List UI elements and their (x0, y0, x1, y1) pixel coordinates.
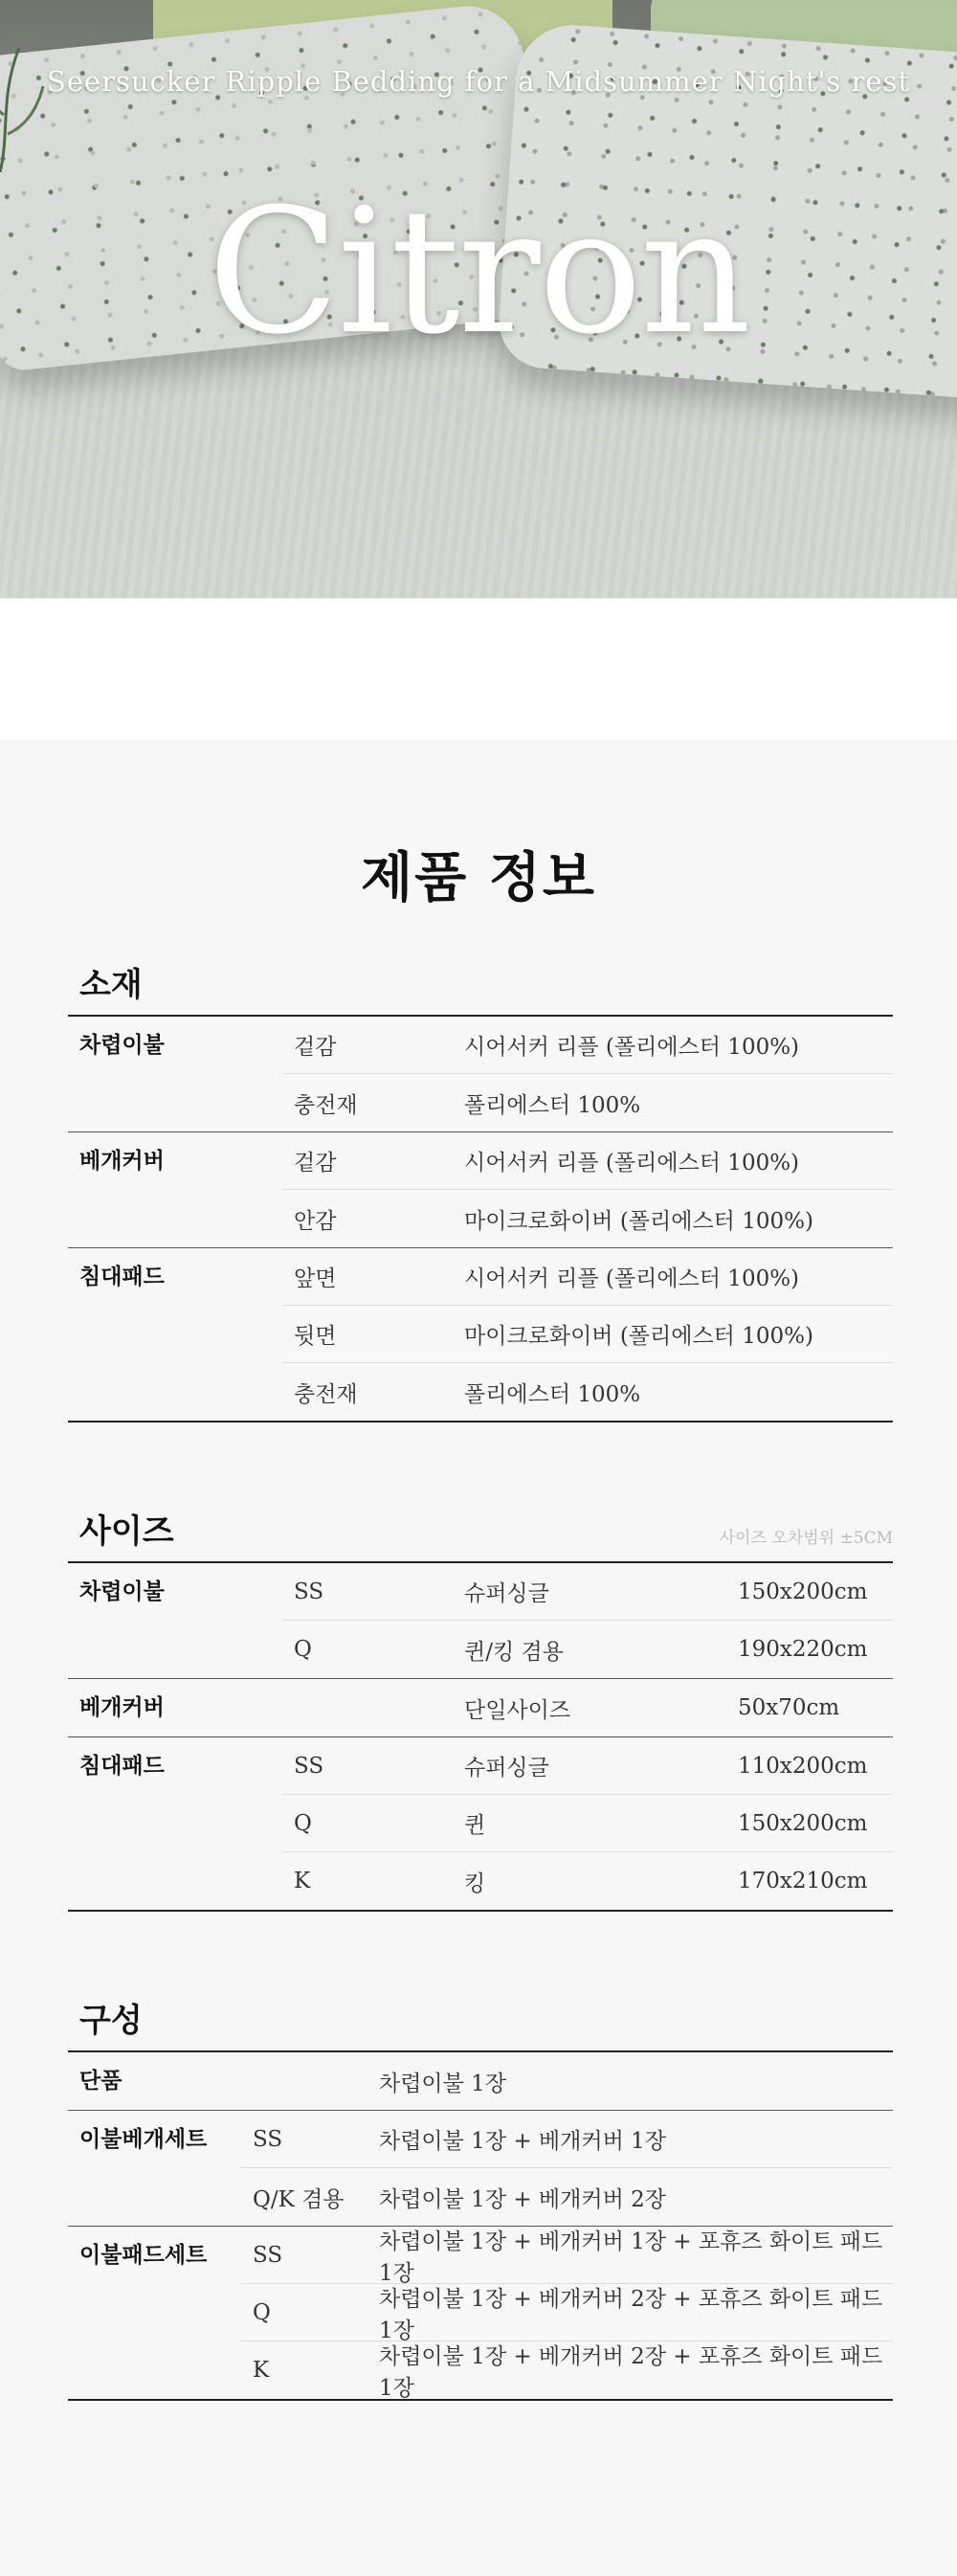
part-cell: 뒷면 (294, 1324, 337, 1349)
group-label: 베개커버 (79, 1694, 165, 1720)
composition-table (68, 2052, 893, 2401)
value-cell: 폴리에스터 100% (464, 1092, 641, 1118)
size-name-cell: 슈퍼싱글 (464, 1581, 549, 1606)
table-group (68, 1737, 893, 1910)
size-code-cell: Q (294, 1637, 312, 1662)
section-header (68, 1505, 893, 1563)
size-table (68, 1563, 893, 1912)
size-name-cell: 퀸/킹 겸용 (464, 1639, 564, 1665)
material-section (68, 958, 893, 1422)
table-row (241, 2052, 893, 2110)
value-cell: 폴리에스터 100% (464, 1381, 641, 1407)
section-title: 구성 (79, 2002, 143, 2040)
table-row (241, 2168, 893, 2226)
set-content-cell: 차렵이불 1장 (379, 2071, 507, 2096)
table-row (241, 2111, 893, 2168)
set-content-cell: 차렵이불 1장 + 베개커버 2장 (379, 2186, 666, 2212)
dimension-cell: 170x210cm (738, 1869, 868, 1893)
size-code-cell: SS (294, 1579, 324, 1604)
set-content-cell: 차렵이불 1장 + 베개커버 2장 + 포휴즈 화이트 패드 1장 (379, 2286, 883, 2343)
table-group (68, 2052, 893, 2111)
brand-title: Citron (208, 172, 749, 372)
dimension-cell: 190x220cm (738, 1637, 868, 1662)
set-code-cell: SS (253, 2126, 283, 2152)
table-row (282, 1306, 893, 1363)
set-code-cell: Q (253, 2299, 271, 2325)
set-content-cell: 차렵이불 1장 + 베개커버 1장 + 포휴즈 화이트 패드 1장 (379, 2229, 883, 2286)
group-label: 침대패드 (79, 1753, 165, 1779)
table-group (68, 2111, 893, 2227)
group-label: 이불베개세트 (79, 2126, 208, 2152)
dimension-cell: 50x70cm (738, 1695, 840, 1720)
table-group (68, 1679, 893, 1737)
table-row (282, 1621, 893, 1678)
plant-icon (0, 38, 48, 172)
group-label: 침대패드 (79, 1264, 165, 1289)
size-section (68, 1505, 893, 1912)
size-code-cell: SS (294, 1753, 324, 1779)
table-group (68, 1017, 893, 1132)
group-label: 단품 (79, 2068, 122, 2094)
value-cell: 마이크로화이버 (폴리에스터 100%) (464, 1324, 813, 1349)
table-row (282, 1074, 893, 1131)
section-title: 사이즈 (79, 1512, 174, 1551)
table-row (282, 1563, 893, 1621)
table-group (68, 1248, 893, 1421)
hero-tagline: Seersucker Ripple Bedding for a Midsummer Night's rest (46, 65, 911, 98)
composition-section (68, 1994, 893, 2401)
part-cell: 안감 (294, 1208, 337, 1234)
size-name-cell: 킹 (464, 1870, 486, 1896)
spacer (0, 598, 957, 740)
set-code-cell: SS (253, 2242, 283, 2268)
table-row (282, 1852, 893, 1910)
table-row (282, 1190, 893, 1247)
set-code-cell: Q/K 겸용 (253, 2186, 345, 2212)
part-cell: 겉감 (294, 1035, 337, 1060)
table-row (241, 2284, 893, 2341)
group-label: 이불패드세트 (79, 2242, 208, 2268)
size-name-cell: 퀸 (464, 1813, 486, 1838)
hero-banner (0, 0, 957, 598)
dimension-cell: 150x200cm (738, 1810, 868, 1836)
group-label: 차렵이불 (79, 1579, 165, 1604)
set-code-cell: K (253, 2358, 270, 2383)
dimension-cell: 110x200cm (738, 1753, 868, 1779)
table-row (241, 2341, 893, 2399)
table-row (282, 1737, 893, 1795)
size-name-cell: 슈퍼싱글 (464, 1756, 549, 1781)
table-group (68, 1132, 893, 1248)
value-cell: 시어서커 리플 (폴리에스터 100%) (464, 1151, 800, 1176)
group-label: 베개커버 (79, 1148, 165, 1174)
section-title: 소재 (79, 966, 143, 1004)
part-cell: 충전재 (294, 1092, 358, 1118)
table-row (282, 1017, 893, 1074)
size-name-cell: 단일사이즈 (464, 1697, 571, 1723)
size-code-cell: Q (294, 1810, 312, 1836)
table-row (282, 1132, 893, 1190)
part-cell: 충전재 (294, 1381, 358, 1407)
page-title: 제품 정보 (361, 846, 596, 909)
set-content-cell: 차렵이불 1장 + 베개커버 2장 + 포휴즈 화이트 패드 1장 (379, 2344, 883, 2401)
table-group (68, 2227, 893, 2399)
table-row (282, 1363, 893, 1421)
table-row (282, 1795, 893, 1852)
part-cell: 겉감 (294, 1151, 337, 1176)
set-content-cell: 차렵이불 1장 + 베개커버 1장 (379, 2129, 666, 2154)
size-code-cell: K (294, 1869, 311, 1893)
material-table (68, 1017, 893, 1422)
table-row (282, 1248, 893, 1306)
value-cell: 시어서커 리플 (폴리에스터 100%) (464, 1266, 800, 1291)
section-header (68, 958, 893, 1017)
size-tolerance-note: 사이즈 오차범위 ±5CM (719, 1529, 893, 1548)
table-group (68, 1563, 893, 1679)
table-row (241, 2227, 893, 2284)
value-cell: 마이크로화이버 (폴리에스터 100%) (464, 1208, 813, 1234)
product-info (0, 740, 957, 2576)
group-label: 차렵이불 (79, 1032, 165, 1058)
dimension-cell: 150x200cm (738, 1579, 868, 1604)
section-header (68, 1994, 893, 2052)
value-cell: 시어서커 리플 (폴리에스터 100%) (464, 1035, 800, 1060)
table-row (282, 1679, 893, 1736)
part-cell: 앞면 (294, 1266, 337, 1291)
